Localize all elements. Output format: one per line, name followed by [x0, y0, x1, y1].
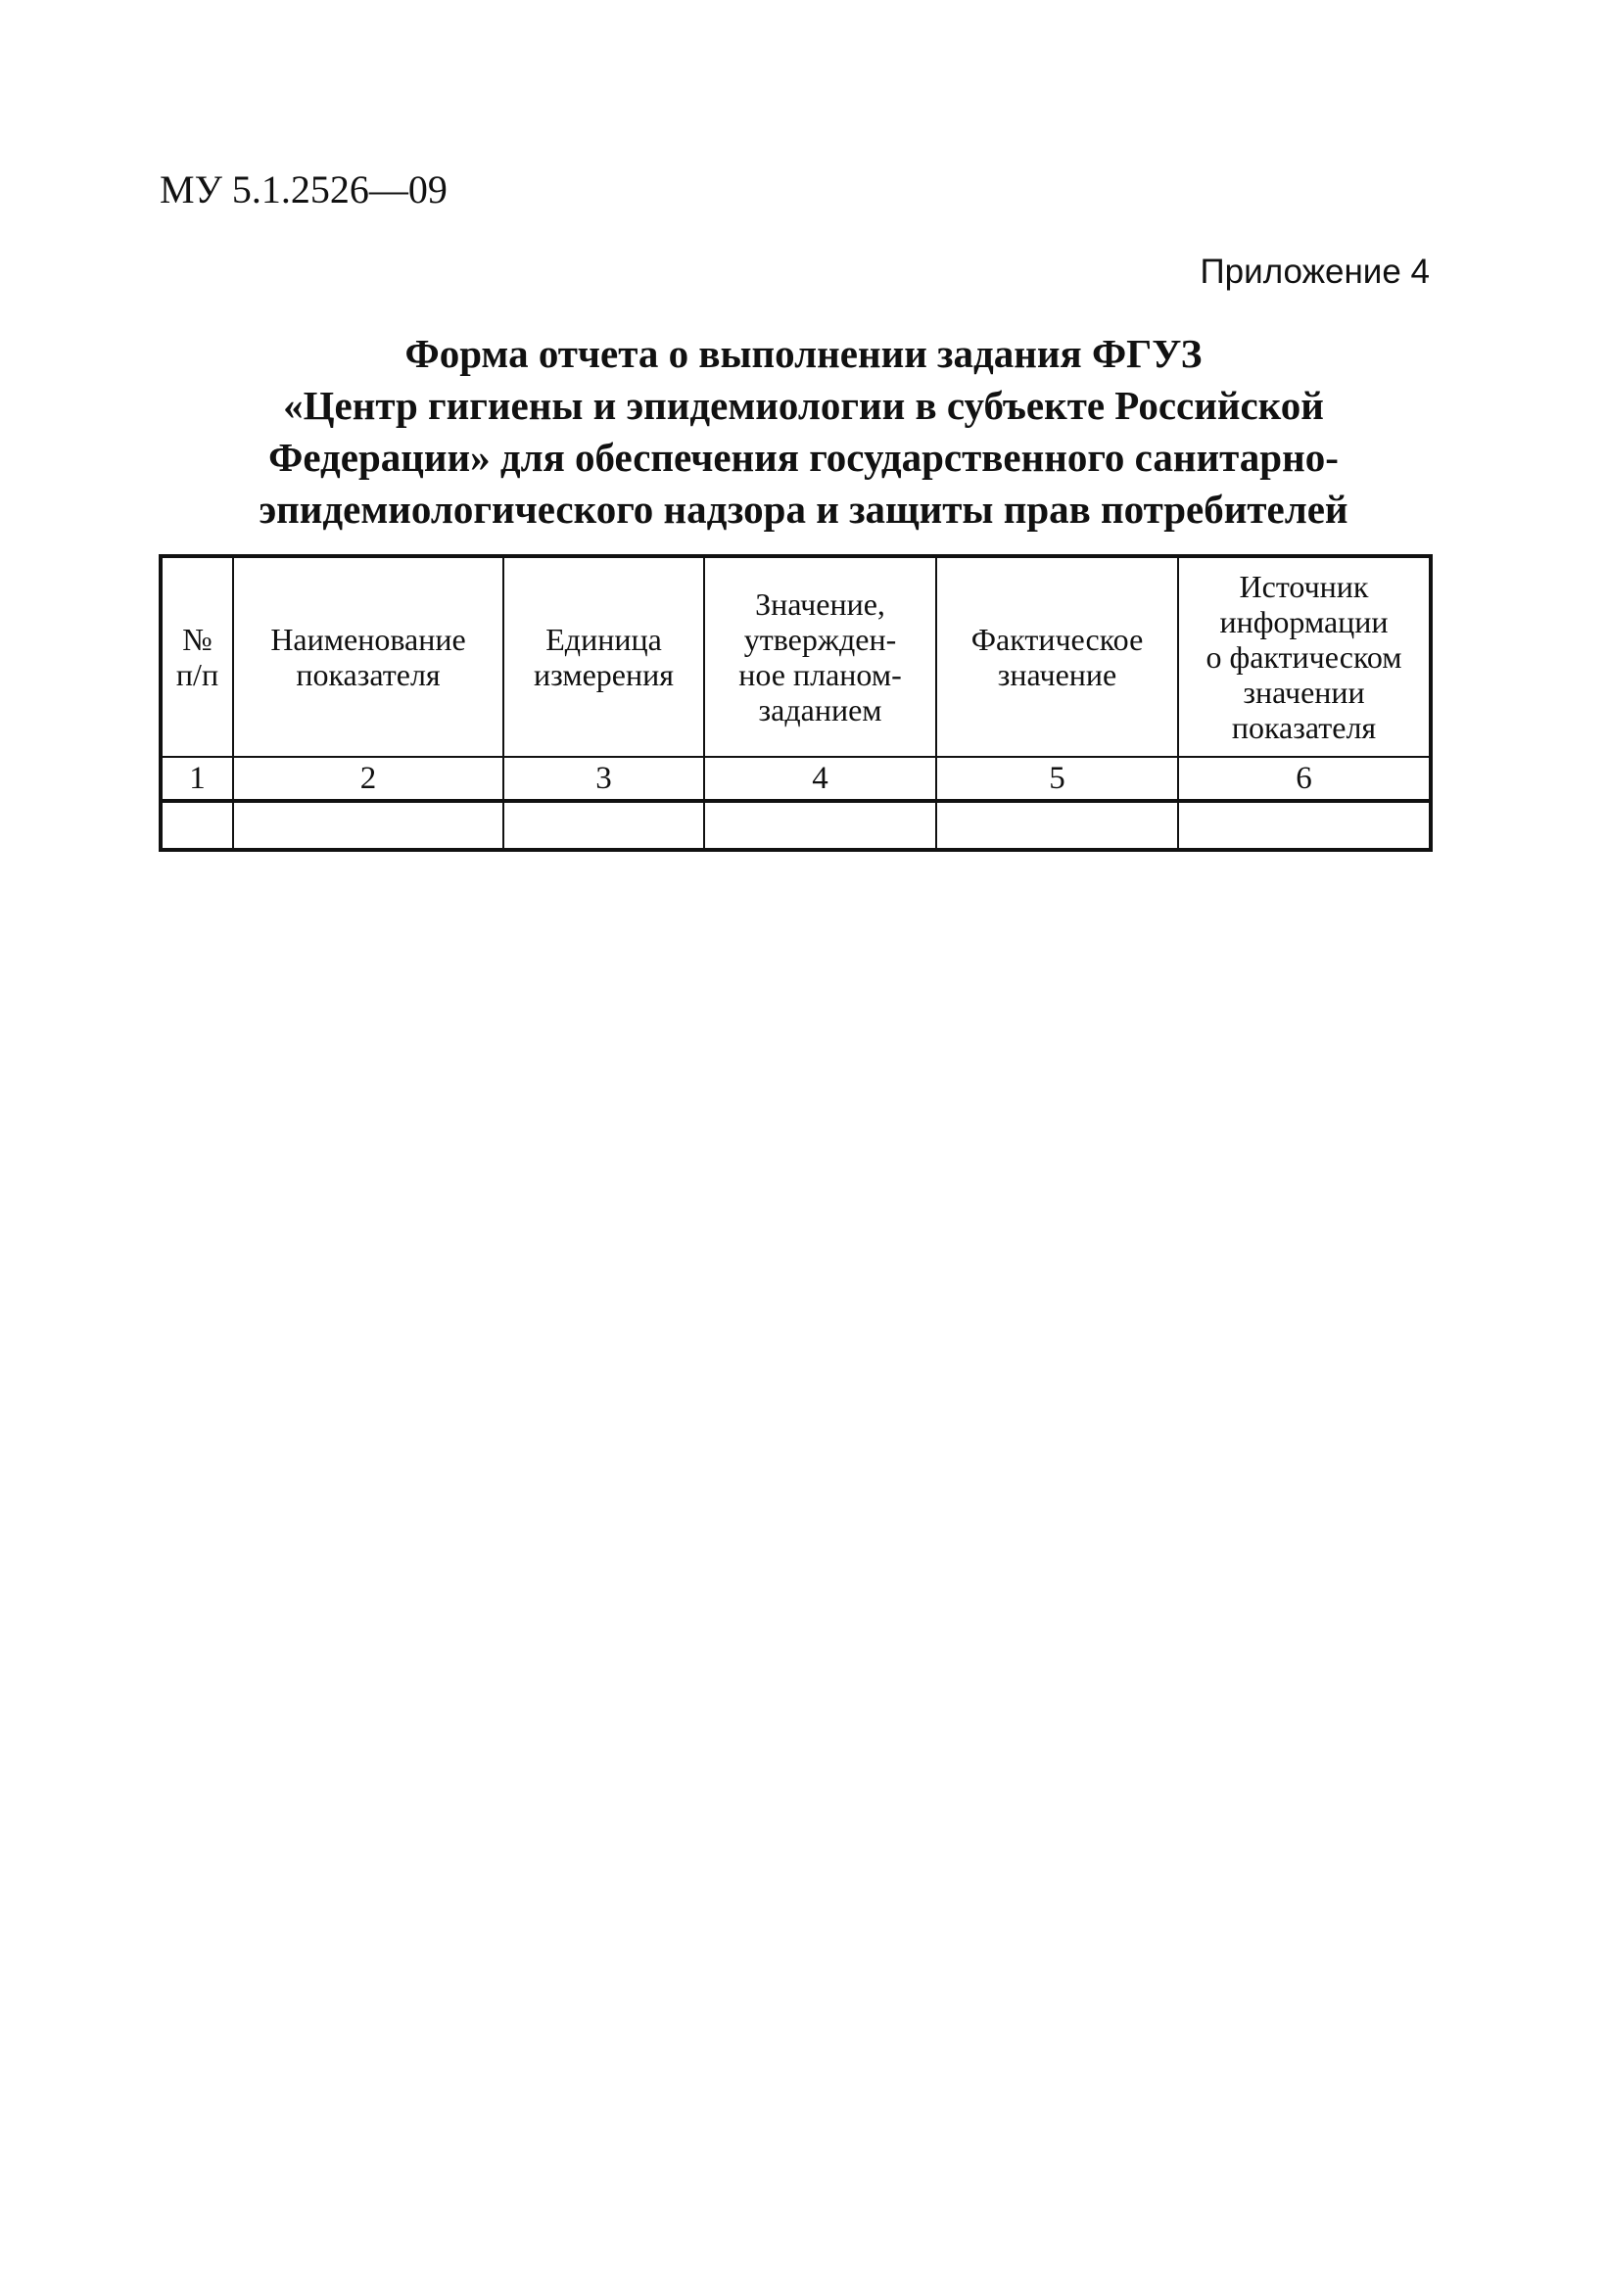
table-cell	[936, 801, 1178, 850]
form-title-line: Форма отчета о выполнении задания ФГУЗ	[404, 331, 1203, 376]
column-number: 4	[704, 757, 936, 801]
column-header-actual-value: Фактическое значение	[936, 556, 1178, 757]
column-header-info-source: Источник информации о фактическом значении показателя	[1178, 556, 1431, 757]
form-title-line: «Центр гигиены и эпидемиологии в субъекте Российской	[283, 383, 1324, 428]
form-title-line: эпидемиологического надзора и защиты прав потребителей	[259, 487, 1348, 532]
form-title-line: Федерации» для обеспечения государственного санитарно-	[268, 435, 1339, 480]
table-cell	[233, 801, 503, 850]
table-cell	[503, 801, 704, 850]
column-number: 3	[503, 757, 704, 801]
document-code: МУ 5.1.2526—09	[160, 167, 448, 211]
table-cell	[161, 801, 233, 850]
table-row	[161, 801, 1431, 850]
column-header-indicator-name: Наименование показателя	[233, 556, 503, 757]
form-title	[157, 328, 1450, 536]
column-number: 1	[161, 757, 233, 801]
table-header-row	[161, 556, 1431, 757]
column-header-unit: Единица измерения	[503, 556, 704, 757]
report-form-table	[159, 554, 1433, 852]
column-header-planned-value: Значение, утвержден- ное планом- заданием	[704, 556, 936, 757]
column-number: 6	[1178, 757, 1431, 801]
column-number-row	[161, 757, 1431, 801]
table-cell	[1178, 801, 1431, 850]
appendix-label: Приложение 4	[1200, 253, 1430, 291]
column-number: 5	[936, 757, 1178, 801]
column-header-number: № п/п	[161, 556, 233, 757]
table-cell	[704, 801, 936, 850]
column-number: 2	[233, 757, 503, 801]
